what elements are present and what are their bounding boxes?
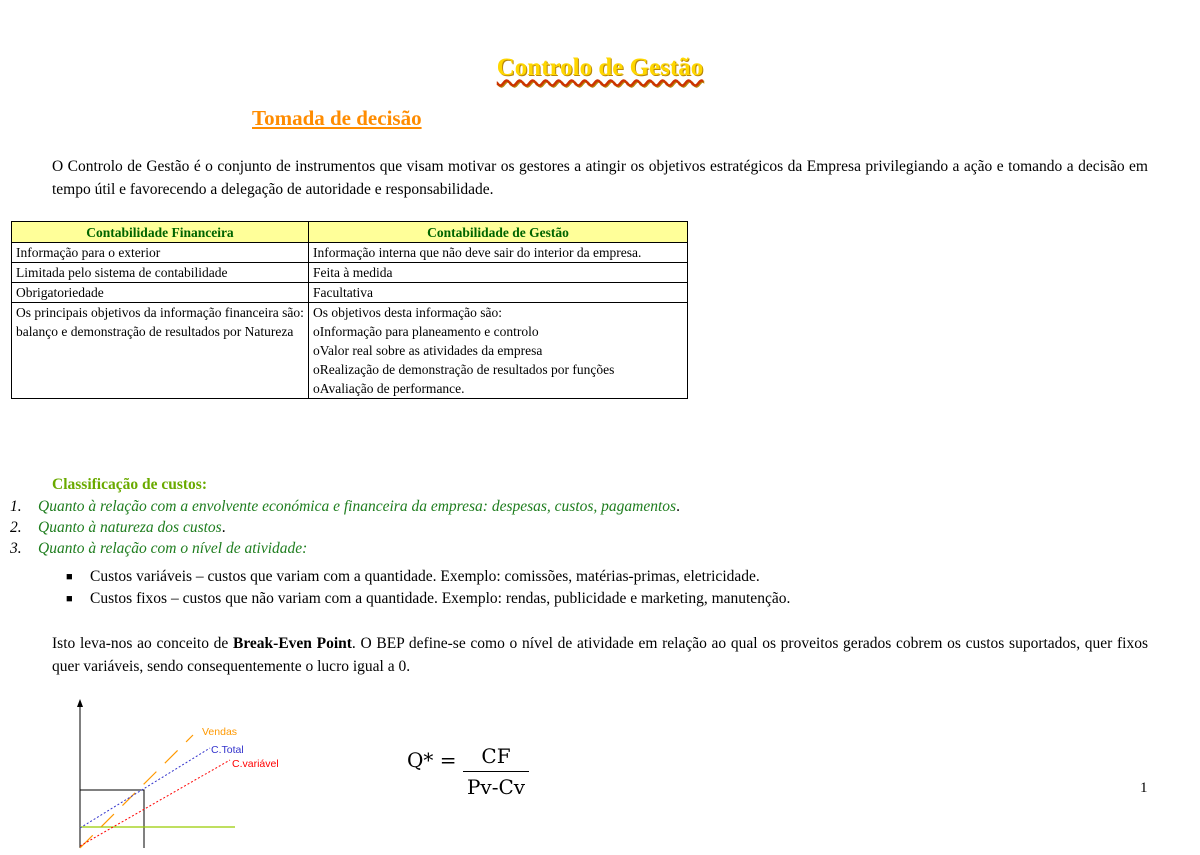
comparison-table xyxy=(11,221,688,399)
circle-bullet-icon: o xyxy=(313,381,320,396)
arrow-up-icon xyxy=(77,699,83,707)
bep-text-before: Isto leva-nos ao conceito de xyxy=(52,635,233,652)
list-item-text: Quanto à natureza dos custos xyxy=(38,519,222,536)
list-item-suffix: . xyxy=(221,519,226,536)
table-row xyxy=(12,263,688,283)
table-cell: Facultativa xyxy=(309,283,688,303)
bep-text-after: . O BEP define-se como o nível de atividade em relação ao qual os proveitos gerados cobrem os custos suportados, quer fixos quer variáveis, sendo consequentemente o lucro igual a 0. xyxy=(52,635,1148,675)
list-number: 3. xyxy=(10,540,22,557)
square-bullet-icon: ■ xyxy=(66,571,73,583)
list-item xyxy=(313,379,683,398)
formula-denominator: Pv-Cv xyxy=(466,775,526,799)
list-item xyxy=(313,360,683,379)
list-number: 2. xyxy=(10,519,22,536)
header-gestao: Contabilidade de Gestão xyxy=(309,222,688,243)
table-cell: Limitada pelo sistema de contabilidade xyxy=(12,263,309,283)
list-item xyxy=(313,322,683,341)
list-item-text: Quanto à relação com a envolvente económica e financeira da empresa: despesas, custos, pagamentos xyxy=(38,498,677,515)
formula-fraction xyxy=(463,744,529,799)
cvariavel-label: C.variável xyxy=(232,758,279,770)
table-row xyxy=(12,283,688,303)
list-item xyxy=(10,496,680,517)
section-subtitle: Tomada de decisão xyxy=(252,106,422,130)
cost-types-list xyxy=(66,566,790,610)
page-number: 1 xyxy=(1140,780,1148,796)
list-item xyxy=(66,566,790,588)
list-item xyxy=(10,538,680,559)
list-item-text: Informação para planeamento e controlo xyxy=(319,324,539,339)
table-cell-objectives xyxy=(309,303,688,399)
list-item xyxy=(10,517,680,538)
table-cell: Obrigatoriedade xyxy=(12,283,309,303)
header-financeira: Contabilidade Financeira xyxy=(12,222,309,243)
square-bullet-icon: ■ xyxy=(66,593,73,605)
classification-heading: Classificação de custos: xyxy=(52,476,207,493)
vendas-line xyxy=(80,735,193,848)
list-item xyxy=(313,341,683,360)
list-item xyxy=(66,588,790,610)
circle-bullet-icon: o xyxy=(313,362,320,377)
break-even-chart xyxy=(60,695,300,855)
bep-term: Break-Even Point xyxy=(232,635,352,652)
classification-list xyxy=(10,496,680,559)
circle-bullet-icon: o xyxy=(313,343,320,358)
bep-formula xyxy=(407,744,526,799)
list-item-text: Custos fixos – custos que não variam com a quantidade. Exemplo: rendas, publicidade e marketing, manutenção. xyxy=(90,590,791,607)
bep-paragraph xyxy=(52,632,1148,678)
table-row xyxy=(12,243,688,263)
vendas-label: Vendas xyxy=(202,726,238,738)
intro-paragraph: O Controlo de Gestão é o conjunto de instrumentos que visam motivar os gestores a atingir os objetivos estratégicos da Empresa privilegiando a ação e tomando a decisão em tempo útil e favorecendo a delegação de autoridade e responsabilidade. xyxy=(52,158,1148,198)
list-item-text: Valor real sobre as atividades da empresa xyxy=(319,343,543,358)
list-item-text: Avaliação de performance. xyxy=(319,381,465,396)
document-title: Controlo de Gestão xyxy=(496,54,704,81)
ctotal-label: C.Total xyxy=(211,744,244,756)
list-item-text: Realização de demonstração de resultados por funções xyxy=(319,362,615,377)
list-number: 1. xyxy=(10,498,22,515)
break-even-guide xyxy=(80,790,144,848)
list-item-text: Custos variáveis – custos que variam com a quantidade. Exemplo: comissões, matérias-primas, eletricidade. xyxy=(90,568,760,585)
circle-bullet-icon: o xyxy=(313,324,320,339)
table-cell: Os principais objetivos da informação financeira são: balanço e demonstração de resultados por Natureza xyxy=(12,303,309,399)
table-cell: Informação interna que não deve sair do interior da empresa. xyxy=(309,243,688,263)
table-row xyxy=(12,303,688,399)
list-item-suffix: . xyxy=(676,498,680,515)
formula-numerator: CF xyxy=(463,744,529,772)
formula-lhs: Q* = xyxy=(407,748,457,772)
objectives-intro: Os objetivos desta informação são: xyxy=(313,305,502,320)
ctotal-line xyxy=(80,748,210,828)
table-cell: Feita à medida xyxy=(309,263,688,283)
list-item-text: Quanto à relação com o nível de atividade: xyxy=(38,540,308,557)
table-header-row xyxy=(12,222,688,243)
table-cell: Informação para o exterior xyxy=(12,243,309,263)
